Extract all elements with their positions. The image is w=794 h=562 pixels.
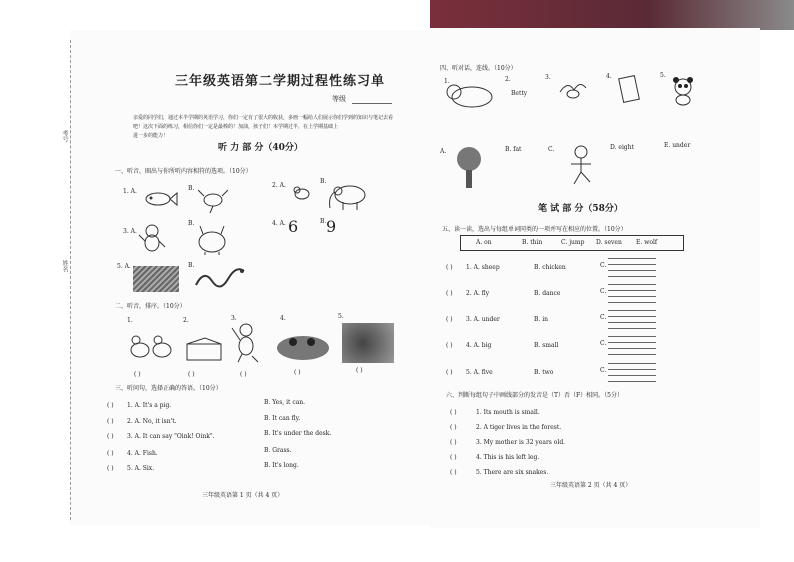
number-6: 6	[288, 217, 299, 236]
q5-5a: 5. A. five	[466, 369, 493, 376]
q3-5a: 5. A. Six.	[127, 465, 155, 472]
q2-paren-2: ( )	[188, 371, 195, 378]
q5-3b: B. in	[534, 316, 549, 323]
q6-3: 3. My mother is 32 years old.	[476, 439, 566, 446]
snake-picture	[194, 265, 246, 293]
intro-line-3: 进一步的能力！	[133, 133, 169, 139]
q5-blank-3c	[608, 322, 656, 323]
left-page	[61, 30, 440, 525]
q5-instruction: 五、读一读，选出与每组单词同类的一项并写在相应的位置。（10分）	[442, 226, 627, 233]
q4-num-3: 3.	[545, 74, 551, 81]
q5-paren-4: ( )	[446, 342, 453, 349]
listening-section-title: 听 力 部 分（40分）	[218, 143, 303, 153]
q2-num-1: 1.	[127, 317, 133, 324]
left-page-footer: 三年级英语第 1 页（共 4 页）	[202, 492, 284, 499]
q3-4a: 4. A. Fish.	[127, 450, 158, 457]
q2-num-5: 5.	[338, 313, 344, 320]
q4-option-b: B. fat	[505, 146, 522, 153]
q1-instruction: 一、听音，圈出与你所听内容相符的选项。（10分）	[115, 168, 252, 175]
q1-2a: 2. A.	[272, 182, 286, 189]
q2-paren-1: ( )	[134, 371, 141, 378]
q5-blank-4d	[608, 354, 656, 355]
q5-blank-5b	[608, 369, 656, 370]
q3-paren-1: ( )	[107, 402, 114, 409]
q1-4b: B.	[320, 218, 327, 225]
q5-blank-2c	[608, 296, 656, 297]
q5-2c: C.	[600, 288, 607, 295]
tree-picture	[454, 146, 484, 190]
q4-option-e: E. under	[664, 142, 691, 149]
grade-blank	[352, 103, 392, 104]
q6-paren-3: ( )	[450, 439, 457, 446]
q5-box-a: A. on	[476, 239, 492, 246]
q1-5a: 5. A.	[117, 263, 131, 270]
q1-2b: B.	[320, 178, 327, 185]
q1-5b: B.	[188, 262, 195, 269]
q2-paren-5: ( )	[356, 367, 363, 374]
q6-1: 1. Its mouth is small.	[476, 409, 540, 416]
q4-num-1: 1.	[444, 78, 450, 85]
q6-paren-5: ( )	[450, 469, 457, 476]
bird-small-picture	[290, 184, 314, 202]
book-picture	[618, 74, 640, 104]
q3-paren-3: ( )	[107, 433, 114, 440]
writing-section-title: 笔 试 部 分（58分）	[538, 204, 623, 214]
q1-1a: 1. A.	[123, 188, 137, 195]
forest-picture	[133, 266, 179, 292]
q3-2b: B. It can fly.	[264, 415, 301, 422]
chickens-picture	[128, 330, 176, 364]
q5-blank-1c	[608, 270, 656, 271]
q6-paren-4: ( )	[450, 454, 457, 461]
q5-blank-1a	[608, 258, 656, 259]
q5-1a: 1. A. sheep	[466, 264, 500, 271]
q3-paren-4: ( )	[107, 450, 114, 457]
q3-3b: B. It's under the desk.	[264, 430, 332, 437]
q5-paren-2: ( )	[446, 290, 453, 297]
q3-1b: B. Yes, it can.	[264, 399, 306, 406]
q5-box-b: B. thin	[522, 239, 543, 246]
q5-1c: C.	[600, 262, 607, 269]
q5-blank-4a	[608, 336, 656, 337]
q5-paren-3: ( )	[446, 316, 453, 323]
bird-picture	[198, 188, 232, 214]
q5-blank-4c	[608, 348, 656, 349]
q2-paren-3: ( )	[240, 371, 247, 378]
q4-num-5: 5.	[660, 72, 666, 79]
q5-paren-1: ( )	[446, 264, 453, 271]
bugs-picture	[275, 326, 331, 364]
panda-picture	[670, 76, 696, 106]
q3-paren-5: ( )	[107, 465, 114, 472]
q5-5c: C.	[600, 367, 607, 374]
box-picture	[185, 334, 223, 362]
q5-box-d: D. seven	[596, 239, 622, 246]
q4-option-c: C.	[548, 146, 555, 153]
q5-blank-1b	[608, 264, 656, 265]
intro-line-2: 吧！这次下面的练习，相信你们一定是最棒的！加油，孩子们！本学期过半，在上学期基础上	[133, 124, 339, 130]
q2-num-2: 2.	[183, 317, 189, 324]
q4-num-2: 2.	[505, 76, 511, 83]
q5-blank-3d	[608, 328, 656, 329]
q5-blank-2a	[608, 284, 656, 285]
q5-blank-1d	[608, 276, 656, 277]
q5-blank-2b	[608, 290, 656, 291]
right-page-footer: 三年级英语第 2 页（共 4 页）	[550, 482, 632, 489]
monkey-picture	[138, 223, 166, 255]
q5-blank-5a	[608, 363, 656, 364]
q5-blank-5c	[608, 375, 656, 376]
girl-dancing-picture	[566, 144, 596, 188]
q3-2a: 2. A. No, it isn't.	[127, 418, 177, 425]
q3-5b: B. It's long.	[264, 462, 299, 469]
night-scene-picture	[342, 323, 394, 363]
q5-4a: 4. A. big	[466, 342, 492, 349]
fish-picture	[142, 190, 178, 208]
binding-line	[70, 40, 71, 520]
q6-instruction: 六、判断每组句子中画线部分的发音是（T）否（F）相同。（5分）	[446, 392, 623, 399]
q5-paren-5: ( )	[446, 369, 453, 376]
q1-1b: B.	[188, 185, 195, 192]
right-page	[430, 28, 760, 528]
side-id-label: 考号	[61, 130, 68, 142]
q5-blank-4b	[608, 342, 656, 343]
q5-3c: C.	[600, 314, 607, 321]
q6-paren-2: ( )	[450, 424, 457, 431]
q2-num-4: 4.	[280, 315, 286, 322]
q5-2b: B. dance	[534, 290, 561, 297]
q3-3a: 3. A. It can say "Oink! Oink".	[127, 433, 215, 440]
q3-4b: B. Grass.	[264, 447, 292, 454]
q4-betty: Betty	[511, 90, 528, 97]
q5-box-c: C. jump	[561, 239, 585, 246]
q2-paren-4: ( )	[294, 369, 301, 376]
monkey-hanging-picture	[230, 320, 264, 364]
bear-picture	[444, 80, 494, 110]
q5-blank-3a	[608, 310, 656, 311]
q6-2: 2. A tiger lives in the forest.	[476, 424, 562, 431]
q1-4a: 4. A.	[272, 220, 286, 227]
q5-blank-5d	[608, 381, 656, 382]
bird-flying-picture	[558, 78, 588, 102]
q5-2a: 2. A. fly	[466, 290, 490, 297]
q3-instruction: 三、听问句，选择正确的答语。（10分）	[115, 385, 222, 392]
intro-line-1: 亲爱的同学们，通过本半学期的英语学习，你们一定有了很大的收获，多画一幅给人们展示你们学到的知识与笔记去看	[133, 115, 394, 121]
q2-num-3: 3.	[231, 315, 237, 322]
q4-instruction: 四、听对话，连线。（10分）	[440, 65, 517, 72]
q6-5: 5. There are six snakes.	[476, 469, 549, 476]
q2-instruction: 二、听音，排序。（10分）	[115, 303, 186, 310]
q3-paren-2: ( )	[107, 418, 114, 425]
q5-3a: 3. A. under	[466, 316, 500, 323]
q4-option-a: A.	[440, 148, 447, 155]
q4-option-d: D. eight	[610, 144, 634, 151]
q5-box-e: E. wolf	[636, 239, 658, 246]
q5-blank-2d	[608, 302, 656, 303]
q5-5b: B. two	[534, 369, 554, 376]
q6-4: 4. This is his left leg.	[476, 454, 540, 461]
q6-paren-1: ( )	[450, 409, 457, 416]
horse-picture	[195, 224, 229, 256]
q3-1a: 1. A. It's a pig.	[127, 402, 172, 409]
side-name-label: 姓名	[61, 260, 68, 272]
q5-1b: B. chicken	[534, 264, 566, 271]
q5-4c: C.	[600, 340, 607, 347]
page-title: 三年级英语第二学期过程性练习单	[175, 74, 386, 89]
q4-num-4: 4.	[606, 73, 612, 80]
q1-3b: B.	[188, 220, 195, 227]
background-edge	[430, 0, 794, 30]
elephant-picture	[325, 182, 369, 212]
q5-4b: B. small	[534, 342, 559, 349]
q1-3a: 3. A.	[123, 228, 137, 235]
q5-blank-3b	[608, 316, 656, 317]
number-9: 9	[326, 217, 337, 236]
grade-label: 等级	[332, 95, 346, 103]
